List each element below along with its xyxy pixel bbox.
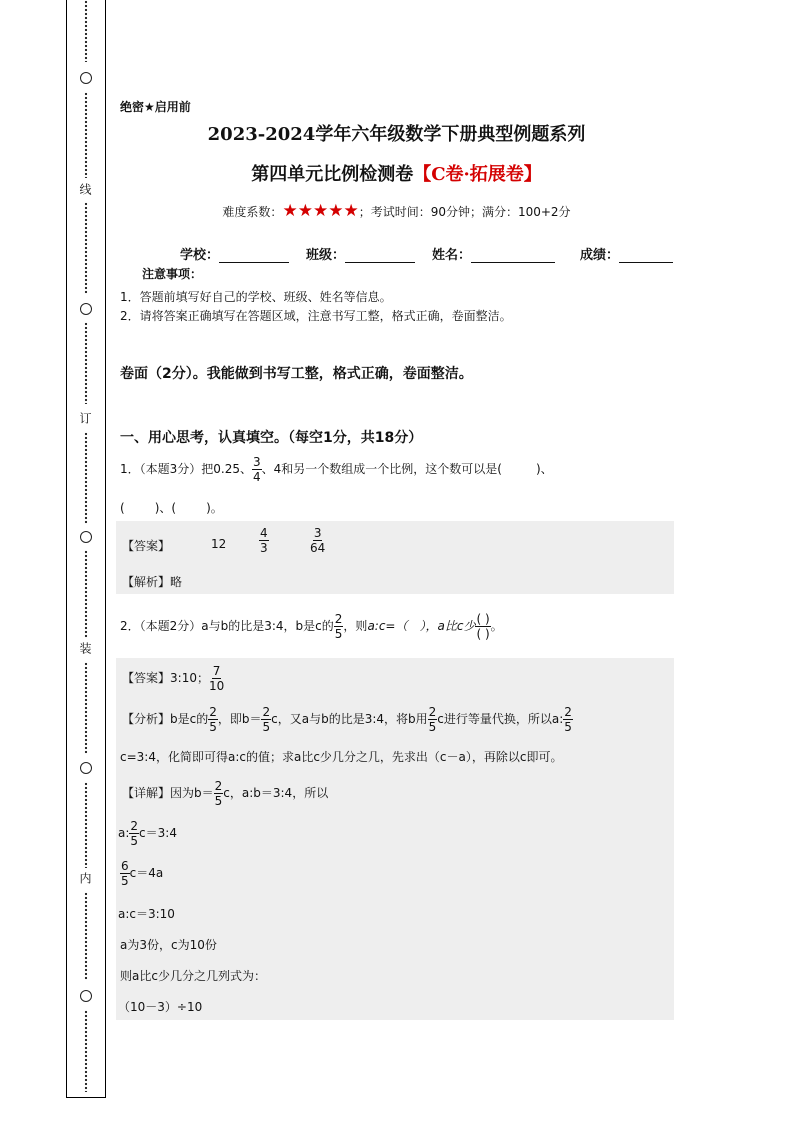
step1-a: a: xyxy=(118,826,130,840)
q2-analysis-line1 xyxy=(122,702,573,736)
frac-den: 5 xyxy=(564,720,572,734)
score-field xyxy=(580,244,673,263)
q1-text-c: )、 xyxy=(535,462,553,476)
q2-answer-num: 7 xyxy=(212,664,221,678)
q1-frac-den: 4 xyxy=(253,470,261,484)
binding-dots xyxy=(84,892,88,980)
q2-paren-top: ( ) xyxy=(476,612,490,626)
q2-detail-line xyxy=(122,776,328,810)
q2-analysis-a: 【分析】b是c的 xyxy=(122,712,209,726)
note-item: 1．答题前填写好自己的学校、班级、姓名等信息。 xyxy=(120,290,392,304)
q1-answer-3 xyxy=(310,527,325,554)
q1-text-b: 、4和另一个数组成一个比例，这个数可以是( xyxy=(261,462,502,476)
binding-label-ding: 订 xyxy=(78,412,92,424)
difficulty-label: 难度系数： xyxy=(222,205,283,219)
school-label: 学校： xyxy=(180,248,220,263)
binding-circle xyxy=(80,72,92,84)
q2-analysis-d: c进行等量代换，所以a: xyxy=(437,712,564,726)
q2-analysis-c: c，又a与b的比是3:4，将b用 xyxy=(271,712,428,726)
q1-line1 xyxy=(120,452,553,486)
q2-paren-bot: ( ) xyxy=(476,627,490,641)
subtitle-main: 第四单元比例检测卷 xyxy=(251,164,414,185)
section-title: 一、用心思考，认真填空。（每空1分，共18分） xyxy=(120,430,423,446)
difficulty-rest: ；考试时间：90分钟；满分：100+2分 xyxy=(358,205,571,219)
frac-num: 2 xyxy=(564,705,572,719)
q2-step-4: a为3份，c为10份 xyxy=(120,938,217,952)
step2-b: c＝4a xyxy=(129,866,164,880)
frac-den: 5 xyxy=(121,874,129,888)
frac-den: 5 xyxy=(130,834,139,848)
q1-frac-num: 3 xyxy=(253,455,261,469)
star-icon: ★ xyxy=(328,201,344,221)
q1-answer-box xyxy=(116,521,674,594)
binding-dots xyxy=(84,432,88,524)
q2-step-3: a:c＝3:10 xyxy=(118,907,175,921)
school-field xyxy=(180,244,289,263)
frac-num: 2 xyxy=(428,705,437,719)
frac-den: 5 xyxy=(214,794,223,808)
q1-answer-2-den: 3 xyxy=(260,541,268,555)
q1-answer-1: 12 xyxy=(211,537,227,551)
class-label: 班级： xyxy=(306,248,346,263)
frac-num: 6 xyxy=(121,859,129,873)
q1-answer-2-num: 4 xyxy=(260,526,268,540)
score-blank[interactable] xyxy=(619,262,673,263)
notes-title: 注意事项： xyxy=(142,267,203,281)
binding-label-nei: 内 xyxy=(78,872,92,884)
score-label: 成绩： xyxy=(580,248,620,263)
binding-dots xyxy=(84,322,88,404)
q1-answer-2 xyxy=(259,527,269,554)
q2-line1 xyxy=(120,606,503,646)
difficulty-line xyxy=(0,201,793,221)
note-item: 2．请将答案正确填写在答题区域，注意书写工整，格式正确，卷面整洁。 xyxy=(120,309,512,323)
frac-den: 5 xyxy=(262,720,271,734)
neatness-statement: 卷面（2分）。我能做到书写工整，格式正确，卷面整洁。 xyxy=(120,366,473,382)
frac-num: 2 xyxy=(209,705,217,719)
q2-frac-num: 2 xyxy=(334,612,343,626)
page-subtitle xyxy=(0,160,793,186)
binding-dots xyxy=(84,550,88,638)
q2-detail-a: 【详解】因为b＝ xyxy=(122,786,214,800)
q2-paren-fraction[interactable] xyxy=(475,613,490,640)
q1-line2 xyxy=(120,499,223,516)
difficulty-stars xyxy=(282,201,358,221)
q2-answer-label: 【答案】 xyxy=(122,671,171,685)
frac-den: 5 xyxy=(209,720,217,734)
name-label: 姓名： xyxy=(432,248,472,263)
q1-text-a: 1．（本题3分）把0.25、 xyxy=(120,462,252,476)
q2-answer xyxy=(122,662,224,694)
q2-text-a: 2．（本题2分）a与b的比是3:4，b是c的 xyxy=(120,619,334,633)
q1-analysis: 【解析】略 xyxy=(122,575,183,589)
binding-dots xyxy=(84,782,88,868)
q2-step-2 xyxy=(120,856,163,890)
q1-answer-3-num: 3 xyxy=(313,526,322,540)
q2-text-end: 。 xyxy=(490,619,503,633)
binding-dots xyxy=(84,0,88,62)
q2-analysis-line2: c=3:4，化简即可得a:c的值；求a比c少几分之几，先求出（c－a），再除以c即可。 xyxy=(120,750,563,764)
secret-label: 绝密★启用前 xyxy=(120,100,191,114)
binding-circle xyxy=(80,762,92,774)
binding-circle xyxy=(80,990,92,1002)
star-icon: ★ xyxy=(282,201,298,221)
q2-text-ratio: a:c=（ ），a比c少 xyxy=(367,619,476,633)
q1-line2-a: ( xyxy=(120,501,125,515)
q2-step-5: 则a比c少几分之几列式为： xyxy=(120,969,266,983)
q1-answer-label: 【答案】 xyxy=(122,539,171,553)
q2-frac-den: 5 xyxy=(334,627,343,641)
page-title: 2023-2024学年六年级数学下册典型例题系列 xyxy=(207,124,586,145)
class-blank[interactable] xyxy=(345,262,415,263)
q1-line2-b: )、( xyxy=(154,501,177,515)
q1-line2-c: )。 xyxy=(206,501,223,515)
binding-dots xyxy=(84,662,88,754)
star-icon: ★ xyxy=(297,201,313,221)
subtitle-bracket: 【C卷·拓展卷】 xyxy=(413,164,542,185)
q2-answer-text: 3:10； xyxy=(170,671,209,685)
star-icon: ★ xyxy=(343,201,359,221)
name-blank[interactable] xyxy=(471,262,555,263)
step1-b: c＝3:4 xyxy=(139,826,177,840)
binding-label-zhuang: 装 xyxy=(78,642,92,654)
binding-dots xyxy=(84,1010,88,1092)
q2-text-b: ，则 xyxy=(343,619,368,633)
binding-circle xyxy=(80,303,92,315)
q2-step-6: （10－3）÷10 xyxy=(118,1000,203,1014)
q2-answer-den: 10 xyxy=(208,679,225,693)
q2-step-1 xyxy=(118,816,177,850)
frac-num: 2 xyxy=(214,779,223,793)
q2-analysis-b: ，即b＝ xyxy=(217,712,262,726)
binding-label-xian: 线 xyxy=(78,183,92,195)
frac-num: 2 xyxy=(130,819,139,833)
star-icon: ★ xyxy=(312,201,329,221)
q1-answer-3-den: 64 xyxy=(310,541,326,555)
binding-circle xyxy=(80,531,92,543)
class-field xyxy=(306,244,415,263)
school-blank[interactable] xyxy=(219,262,289,263)
frac-den: 5 xyxy=(428,720,437,734)
q1-fraction xyxy=(252,456,262,483)
q2-detail-b: c，a:b＝3:4，所以 xyxy=(223,786,329,800)
frac-num: 2 xyxy=(262,705,271,719)
name-field xyxy=(432,244,555,263)
